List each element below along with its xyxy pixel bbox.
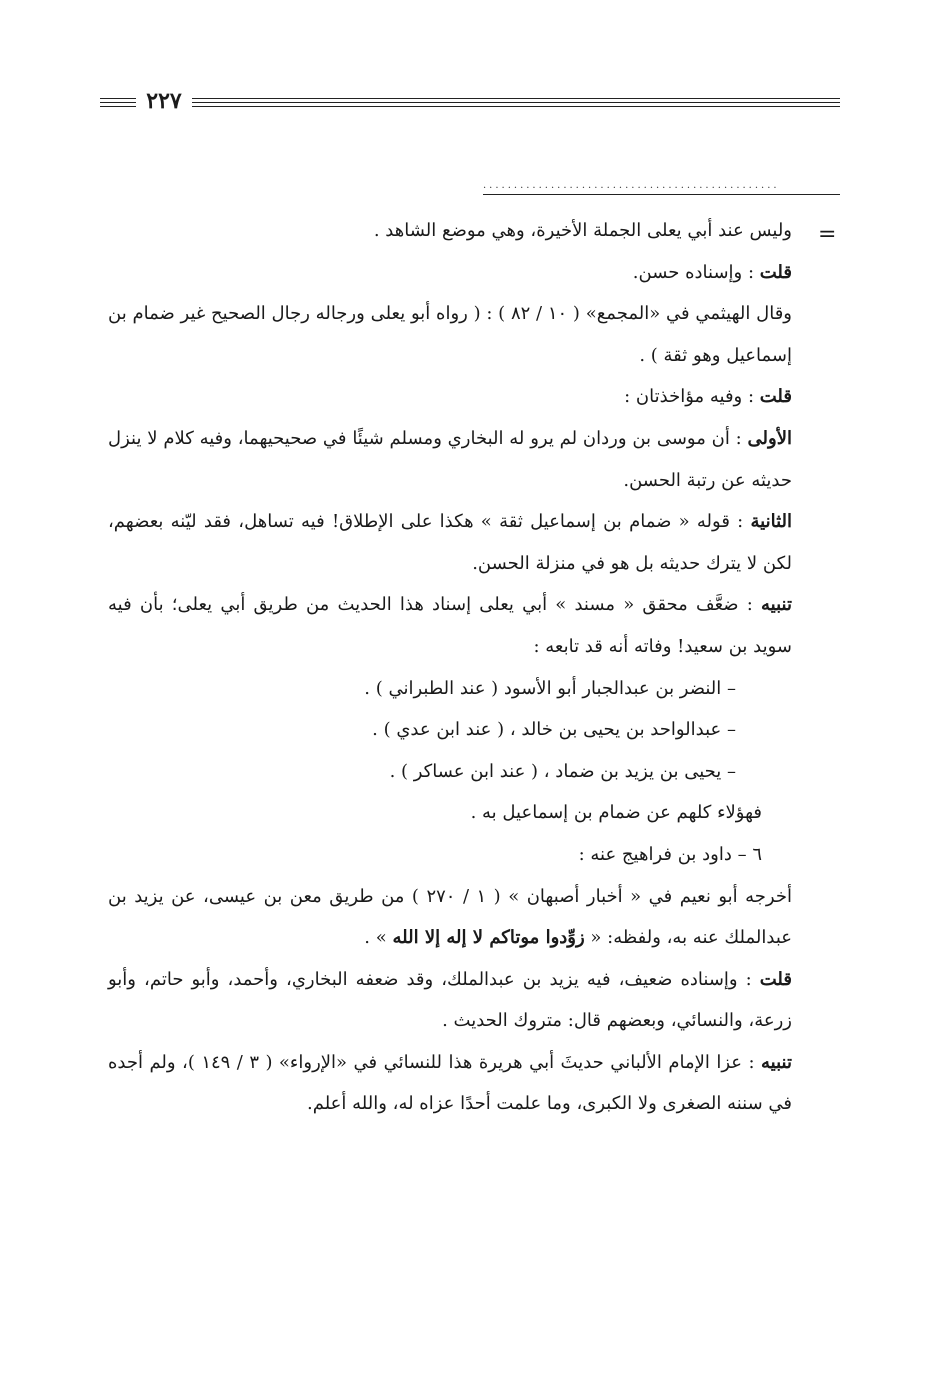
header-rule-right-1 <box>192 98 840 99</box>
paragraph-text: وليس عند أبي يعلى الجملة الأخيرة، وهي موضع الشاهد . <box>373 220 792 241</box>
paragraph <box>108 418 792 501</box>
paragraph <box>108 668 792 710</box>
paragraph-text: وقال الهيثمي في «المجمع» ( ١٠ / ٨٢ ) : ( رواه أبو يعلى ورجاله رجال الصحيح غير ضمام بن إسماعيل وهو ثقة ) . <box>108 303 792 366</box>
paragraph <box>108 293 792 376</box>
page-header <box>100 88 840 114</box>
header-rule-right-2 <box>192 102 840 103</box>
paragraph-label: تنبيه <box>761 594 792 616</box>
paragraph <box>108 210 792 252</box>
hadith-text: زوِّدوا موتاكم لا إله إلا الله <box>392 927 585 949</box>
paragraph-text: فهؤلاء كلهم عن ضمام بن إسماعيل به . <box>470 802 762 824</box>
footnote-rule <box>483 194 840 195</box>
paragraph <box>108 584 792 667</box>
paragraph-label: قلت <box>759 386 792 408</box>
header-rule-left-3 <box>100 106 136 107</box>
paragraph <box>108 876 792 959</box>
paragraph-label: الثانية <box>750 511 792 533</box>
paragraph-text: ٦ – داود بن فراهيج عنه : <box>578 843 762 865</box>
paragraph-text: – يحيى بن يزيد بن ضماد ، ( عند ابن عساكر ) . <box>389 760 736 782</box>
paragraph-text: : عزا الإمام الألباني حديثَ أبي هريرة هذا للنسائي في «الإرواء» ( ٣ / ١٤٩ )، ولم أجده في سننه الصغرى ولا الكبرى، وما علمت أحدًا عزاه له، والله أعلم. <box>108 1051 792 1115</box>
continuation-mark: = <box>818 222 837 247</box>
paragraph-text: : وفيه مؤاخذتان : <box>624 386 760 408</box>
paragraph <box>108 792 792 834</box>
paragraph <box>108 709 792 751</box>
paragraph-text: : ضعَّف محقق « مسند » أبي يعلى إسناد هذا الحديث من طريق أبي يعلى؛ بأن فيه سويد بن سعيد! وفاته أنه قد تابعه : <box>108 594 792 657</box>
body-text <box>108 210 792 1125</box>
paragraph-text: : وإسناده حسن. <box>632 261 760 283</box>
paragraph-text: : قوله « ضمام بن إسماعيل ثقة » هكذا على الإطلاق! فيه تساهل، فقد ليّنه بعضهم، لكن لا يترك حديثه بل هو في منزلة الحسن. <box>108 511 792 574</box>
paragraph-label: الأولى <box>747 427 792 449</box>
page-number: ٢٢٧ <box>136 90 192 112</box>
paragraph <box>108 252 792 294</box>
header-rule-right-3 <box>192 106 840 107</box>
paragraph-text: : أن موسى بن وردان لم يرو له البخاري ومسلم شيئًا في صحيحيهما، وفيه كلام لا ينزل حديثه عن رتبة الحسن. <box>108 427 792 491</box>
paragraph-text: : وإسناده ضعيف، فيه يزيد بن عبدالملك، وقد ضعفه البخاري، وأحمد، وأبو حاتم، وأبو زرعة، والنسائي، وبعضهم قال: متروك الحديث . <box>108 968 792 1032</box>
paragraph <box>108 959 792 1042</box>
paragraph-text: – النضر بن عبدالجبار أبو الأسود ( عند الطبراني ) . <box>364 677 736 699</box>
paragraph <box>108 376 792 418</box>
paragraph <box>108 834 792 876</box>
paragraph <box>108 751 792 793</box>
paragraph-text: – عبدالواحد بن يحيى بن خالد ، ( عند ابن عدي ) . <box>372 719 736 741</box>
header-rule-left-1 <box>100 98 136 99</box>
header-rule-left-2 <box>100 102 136 103</box>
paragraph <box>108 1042 792 1125</box>
footnote-dotted-separator: ................................................ <box>483 180 780 191</box>
paragraph-label: تنبيه <box>761 1051 792 1073</box>
paragraph <box>108 501 792 584</box>
paragraph-text: أخرجه أبو نعيم في « أخبار أصبهان » ( ١ / ٢٧٠ ) من طريق معن بن عيسى، عن يزيد بن عبدالملك عنه به، ولفظه: « زوِّدوا موتاكم لا إله إلا الله » . <box>108 885 792 949</box>
paragraph-label: قلت <box>759 261 792 283</box>
paragraph-label: قلت <box>759 968 792 990</box>
